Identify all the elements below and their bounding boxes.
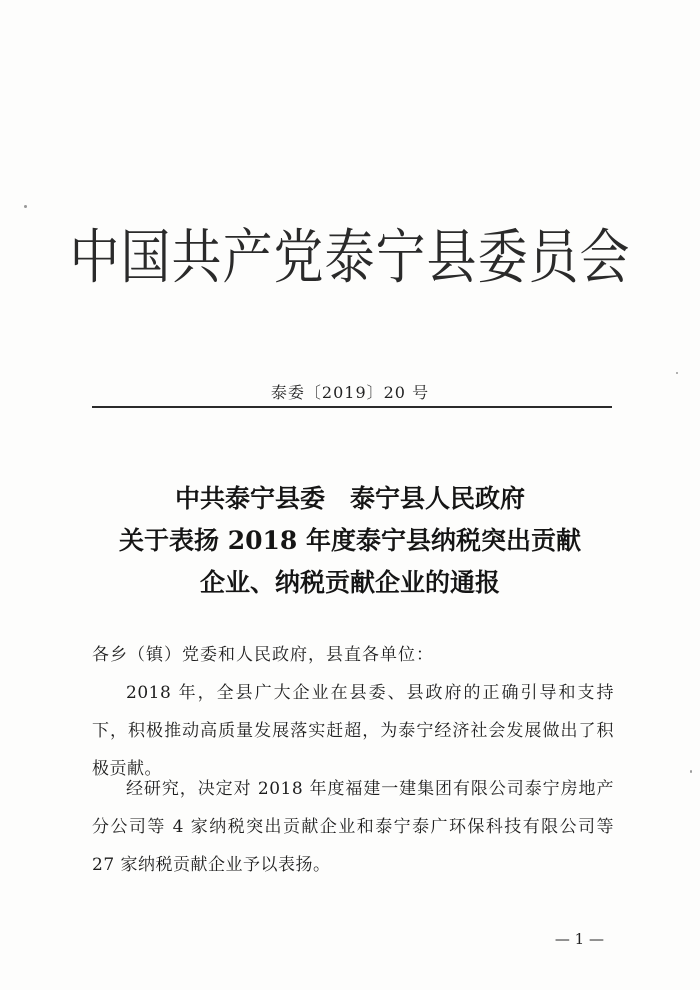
issuing-organization-header: 中国共产党泰宁县委员会 <box>69 223 631 292</box>
body-paragraph: 2018 年，全县广大企业在县委、县政府的正确引导和支持下，积极推动高质量发展落实赶超，为泰宁经济社会发展做出了积极贡献。 <box>92 683 614 779</box>
notice-title-line: 企业、纳税贡献企业的通报 <box>199 568 500 597</box>
notice-title-line: 中共泰宁县委 泰宁县人民政府 <box>174 484 525 513</box>
addressee-line: 各乡（镇）党委和人民政府，县直各单位： <box>92 645 434 665</box>
document-number: 泰委〔2019〕20 号 <box>270 383 430 402</box>
body-paragraph: 经研究，决定对 2018 年度福建一建集团有限公司泰宁房地产分公司等 4 家纳税突出贡献企业和泰宁泰广环保科技有限公司等 27 家纳税贡献企业予以表扬。 <box>92 779 614 875</box>
notice-title <box>0 478 700 604</box>
scan-speck <box>690 770 692 773</box>
scan-speck <box>676 372 678 374</box>
header-divider <box>92 406 612 408</box>
page-number: — 1 — <box>554 930 604 948</box>
scan-speck <box>24 205 27 208</box>
notice-title-line: 关于表扬 2018 年度泰宁县纳税突出贡献 <box>119 526 581 555</box>
